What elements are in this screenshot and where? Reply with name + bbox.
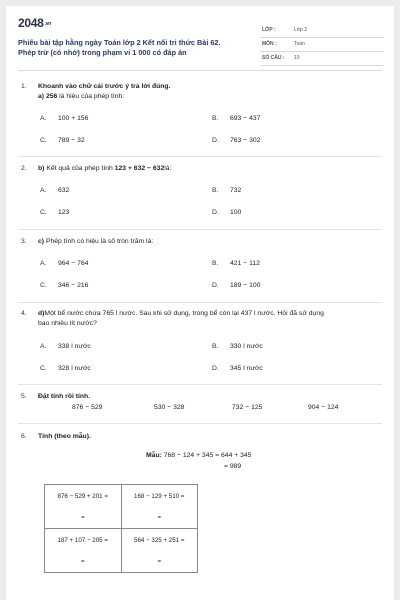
- option-text: 693 − 437: [230, 115, 261, 122]
- cell-expression: 187 + 107 − 205 =: [57, 537, 108, 544]
- option-letter: C.: [40, 209, 47, 216]
- calc-item: 876 − 529: [72, 404, 103, 411]
- option-letter: D.: [212, 209, 219, 216]
- question-prompt: [38, 164, 378, 174]
- example-expression: 768 − 124 + 345 = 644 + 345: [163, 452, 252, 459]
- highlight-expression: 123 + 632 − 632: [114, 165, 165, 172]
- option-letter: C.: [40, 137, 47, 144]
- option-text: 632: [58, 187, 70, 194]
- highlight-number: 256: [45, 93, 58, 100]
- question-text: Tính (theo mẫu).: [38, 433, 91, 440]
- option-letter: B.: [212, 115, 219, 122]
- option-b[interactable]: [212, 343, 263, 350]
- option-c[interactable]: [40, 209, 69, 216]
- option-d[interactable]: [212, 137, 260, 144]
- question-number: 3.: [21, 238, 27, 245]
- option-b[interactable]: [212, 115, 260, 122]
- option-letter: C.: [40, 365, 47, 372]
- option-c[interactable]: [40, 282, 88, 289]
- question-text: [38, 82, 378, 102]
- grid-cell: [121, 485, 198, 529]
- option-letter: A.: [40, 115, 47, 122]
- meta-row-count: [260, 52, 384, 66]
- option-text: 100 + 156: [58, 115, 89, 122]
- option-a[interactable]: [40, 343, 91, 350]
- prompt-text: Phép tính có hiệu là số tròn trăm là:: [45, 238, 154, 245]
- part-label: b): [38, 165, 45, 172]
- option-letter: A.: [40, 187, 47, 194]
- option-letter: A.: [40, 260, 47, 267]
- question-separator: [18, 156, 382, 157]
- option-letter: B.: [212, 343, 219, 350]
- option-text: 346 − 216: [58, 282, 89, 289]
- grid-cell: [121, 529, 198, 573]
- option-b[interactable]: [212, 187, 241, 194]
- grid-cell: [45, 485, 122, 529]
- part-label: c): [38, 238, 45, 245]
- answer-blank[interactable]: =: [157, 558, 162, 565]
- question-number: 6.: [21, 433, 27, 440]
- option-a[interactable]: [40, 187, 69, 194]
- option-d[interactable]: [212, 365, 263, 372]
- meta-value: Toán: [294, 41, 305, 47]
- option-d[interactable]: [212, 209, 241, 216]
- title-line-2: Phép trừ (có nhớ) trong phạm vi 1 000 có đáp án: [18, 47, 187, 57]
- worksheet-header: [18, 16, 384, 66]
- meta-row-subject: [260, 38, 384, 52]
- question-prompt: [38, 237, 378, 247]
- question-separator: [18, 423, 382, 424]
- cell-expression: 876 − 529 + 201 =: [57, 493, 108, 500]
- meta-label: MÔN :: [262, 41, 277, 47]
- option-text: 100: [230, 209, 242, 216]
- option-d[interactable]: [212, 282, 260, 289]
- option-text: 789 − 32: [58, 137, 85, 144]
- option-a[interactable]: [40, 260, 88, 267]
- option-text: 345 l nước: [230, 365, 263, 372]
- option-text: 338 l nước: [58, 343, 91, 350]
- question-intro: Khoanh vào chữ cái trước ý trả lời đúng.: [38, 83, 171, 90]
- prompt-post: là:: [164, 165, 172, 172]
- example-line-1: [146, 452, 251, 459]
- meta-row-class: [260, 24, 384, 38]
- prompt-line-1: Một bể nước chứa 765 l nước. Sau khi sử dụng, trong bể còn lại 437 l nước. Hỏi đã sử dụng: [44, 310, 324, 317]
- example-label: Mẫu:: [146, 452, 162, 459]
- answer-blank[interactable]: =: [80, 558, 85, 565]
- option-text: 328 l nước: [58, 365, 91, 372]
- calc-item: 904 − 124: [308, 404, 339, 411]
- option-text: 763 − 302: [230, 137, 261, 144]
- prompt-pre: Kết quả của phép tính: [46, 165, 113, 172]
- part-label: d): [38, 310, 45, 317]
- worksheet: [6, 6, 394, 600]
- option-letter: C.: [40, 282, 47, 289]
- calc-item: 530 − 328: [154, 404, 185, 411]
- question-number: 5.: [21, 393, 27, 400]
- option-letter: B.: [212, 187, 219, 194]
- question-number: 2.: [21, 165, 27, 172]
- option-a[interactable]: [40, 115, 88, 122]
- question-separator: [18, 229, 382, 230]
- calc-item: 732 − 125: [232, 404, 263, 411]
- cell-expression: 168 − 129 + 510 =: [134, 493, 185, 500]
- answer-blank[interactable]: =: [157, 514, 162, 521]
- meta-label: SỐ CÂU :: [262, 55, 285, 61]
- question-text: Đặt tính rồi tính.: [38, 393, 91, 400]
- meta-value: 10: [294, 55, 300, 61]
- option-text: 732: [230, 187, 242, 194]
- option-text: 330 l nước: [230, 343, 263, 350]
- prompt-rest: là hiệu của phép tính:: [59, 93, 125, 100]
- option-letter: D.: [212, 137, 219, 144]
- option-c[interactable]: [40, 365, 91, 372]
- question-prompt: [38, 309, 378, 329]
- logo-suffix: .vn: [44, 20, 51, 27]
- option-text: 421 − 112: [230, 260, 260, 267]
- option-text: 189 − 100: [230, 282, 261, 289]
- option-letter: B.: [212, 260, 219, 267]
- answer-grid: [44, 484, 198, 573]
- option-letter: A.: [40, 343, 47, 350]
- option-text: 123: [58, 209, 70, 216]
- option-letter: D.: [212, 282, 219, 289]
- header-divider: [18, 70, 382, 71]
- example-line-2: = 989: [224, 463, 242, 470]
- title-line-1: Phiếu bài tập hằng ngày Toán lớp 2 Kết nối tri thức Bài 62.: [18, 38, 221, 47]
- site-logo[interactable]: [18, 16, 51, 30]
- option-letter: D.: [212, 365, 219, 372]
- answer-blank[interactable]: =: [80, 514, 85, 521]
- question-number: 1.: [21, 83, 27, 90]
- option-c[interactable]: [40, 137, 85, 144]
- meta-value: Lớp 2: [294, 27, 308, 33]
- grid-cell: [45, 529, 122, 573]
- question-prompt: [38, 92, 378, 102]
- question-separator: [18, 384, 382, 385]
- question-separator: [18, 302, 382, 303]
- worksheet-title: [18, 38, 248, 57]
- logo-text: 2048: [18, 16, 44, 30]
- option-b[interactable]: [212, 260, 260, 267]
- question-number: 4.: [21, 310, 27, 317]
- option-text: 964 − 764: [58, 260, 89, 267]
- cell-expression: 564 − 325 + 251 =: [134, 537, 185, 544]
- part-label: a): [38, 93, 45, 100]
- prompt-line-2: bao nhiêu lít nước?: [38, 320, 97, 327]
- meta-info: [260, 24, 384, 66]
- meta-label: LỚP :: [262, 27, 276, 33]
